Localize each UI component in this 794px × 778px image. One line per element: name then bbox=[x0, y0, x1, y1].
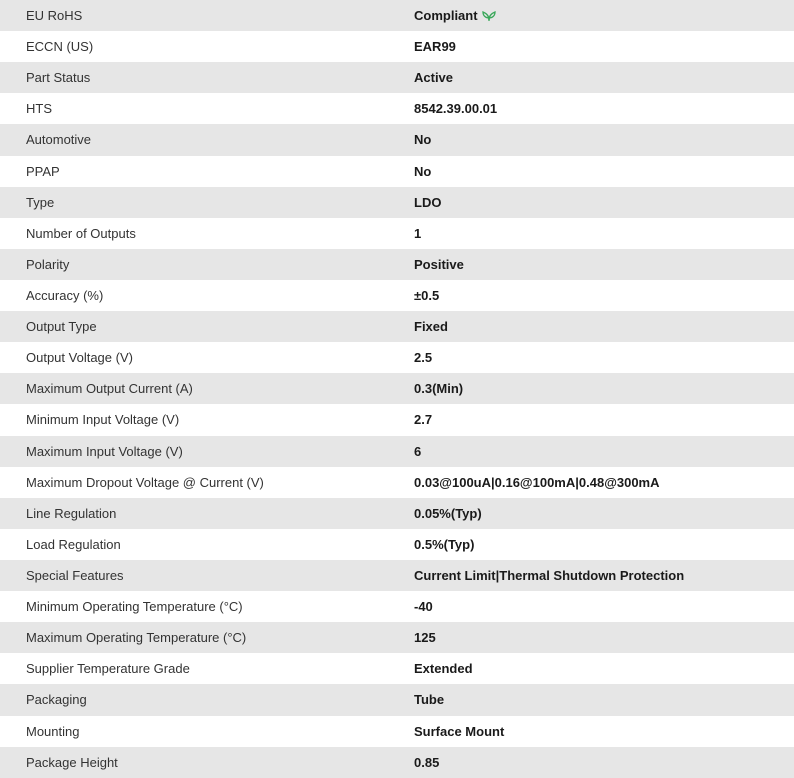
spec-row-max-operating-temp bbox=[0, 622, 794, 653]
spec-row-load-regulation bbox=[0, 529, 794, 560]
spec-row-eccn bbox=[0, 31, 794, 62]
spec-value: 125 bbox=[414, 630, 436, 646]
spec-value: Fixed bbox=[414, 319, 448, 335]
spec-label: Load Regulation bbox=[26, 536, 121, 552]
spec-label: Maximum Operating Temperature (°C) bbox=[26, 630, 247, 646]
spec-value: Surface Mount bbox=[414, 723, 505, 739]
spec-label: Maximum Dropout Voltage @ Current (V) bbox=[26, 474, 264, 490]
spec-label: Number of Outputs bbox=[26, 225, 136, 241]
spec-label: Accuracy (%) bbox=[26, 288, 104, 304]
spec-row-mounting bbox=[0, 716, 794, 747]
spec-value: No bbox=[414, 132, 432, 148]
spec-value: LDO bbox=[414, 194, 442, 210]
spec-label: Minimum Operating Temperature (°C) bbox=[26, 599, 243, 615]
spec-value: Active bbox=[414, 70, 454, 86]
spec-row-hts bbox=[0, 93, 794, 124]
spec-value: -40 bbox=[414, 599, 433, 615]
spec-value: Current Limit|Thermal Shutdown Protection bbox=[414, 568, 685, 584]
spec-label: Polarity bbox=[26, 256, 70, 272]
spec-value: Extended bbox=[414, 661, 473, 677]
spec-value: No bbox=[414, 163, 432, 179]
spec-label: Line Regulation bbox=[26, 505, 117, 521]
spec-value: ±0.5 bbox=[414, 288, 440, 304]
spec-value: 6 bbox=[414, 443, 422, 459]
spec-row-type bbox=[0, 187, 794, 218]
spec-label: Minimum Input Voltage (V) bbox=[26, 412, 180, 428]
spec-value: 0.05%(Typ) bbox=[414, 505, 482, 521]
spec-label: Automotive bbox=[26, 132, 92, 148]
spec-label: Type bbox=[26, 194, 55, 210]
spec-label: EU RoHS bbox=[26, 8, 83, 24]
spec-row-output-voltage bbox=[0, 342, 794, 373]
spec-value: EAR99 bbox=[414, 39, 456, 55]
spec-label: HTS bbox=[26, 101, 52, 117]
spec-label: ECCN (US) bbox=[26, 39, 94, 55]
spec-label: Package Height bbox=[26, 754, 118, 770]
leaf-icon bbox=[482, 9, 496, 21]
spec-row-max-output-current bbox=[0, 373, 794, 404]
spec-value: 0.03@100uA|0.16@100mA|0.48@300mA bbox=[414, 474, 660, 490]
spec-value-cell bbox=[414, 0, 794, 31]
spec-label: Maximum Input Voltage (V) bbox=[26, 443, 183, 459]
spec-label: Output Type bbox=[26, 319, 97, 335]
spec-value: Compliant bbox=[414, 8, 478, 24]
spec-row-package-height bbox=[0, 747, 794, 778]
spec-value: 1 bbox=[414, 225, 422, 241]
spec-row-special-features bbox=[0, 560, 794, 591]
spec-label: Maximum Output Current (A) bbox=[26, 381, 193, 397]
spec-row-max-dropout-voltage bbox=[0, 467, 794, 498]
spec-row-accuracy bbox=[0, 280, 794, 311]
spec-label: Part Status bbox=[26, 70, 91, 86]
spec-row-number-of-outputs bbox=[0, 218, 794, 249]
spec-row-line-regulation bbox=[0, 498, 794, 529]
spec-value: 0.85 bbox=[414, 754, 440, 770]
spec-row-polarity bbox=[0, 249, 794, 280]
spec-row-ppap bbox=[0, 156, 794, 187]
spec-row-supplier-temp-grade bbox=[0, 653, 794, 684]
spec-value: Positive bbox=[414, 256, 464, 272]
spec-label: PPAP bbox=[26, 163, 60, 179]
spec-value: 2.7 bbox=[414, 412, 433, 428]
spec-value: Tube bbox=[414, 692, 445, 708]
spec-label: Output Voltage (V) bbox=[26, 350, 133, 366]
spec-row-part-status bbox=[0, 62, 794, 93]
spec-label: Special Features bbox=[26, 568, 124, 584]
spec-value: 8542.39.00.01 bbox=[414, 101, 498, 117]
spec-row-max-input-voltage bbox=[0, 436, 794, 467]
spec-row-automotive bbox=[0, 124, 794, 155]
spec-value: 0.5%(Typ) bbox=[414, 536, 475, 552]
spec-label: Mounting bbox=[26, 723, 80, 739]
spec-row-output-type bbox=[0, 311, 794, 342]
spec-row-min-input-voltage bbox=[0, 404, 794, 435]
spec-row-min-operating-temp bbox=[0, 591, 794, 622]
spec-label: Packaging bbox=[26, 692, 87, 708]
spec-value: 0.3(Min) bbox=[414, 381, 464, 397]
spec-row-packaging bbox=[0, 684, 794, 715]
spec-label: Supplier Temperature Grade bbox=[26, 661, 190, 677]
spec-value: 2.5 bbox=[414, 350, 433, 366]
spec-row-eu-rohs bbox=[0, 0, 794, 31]
